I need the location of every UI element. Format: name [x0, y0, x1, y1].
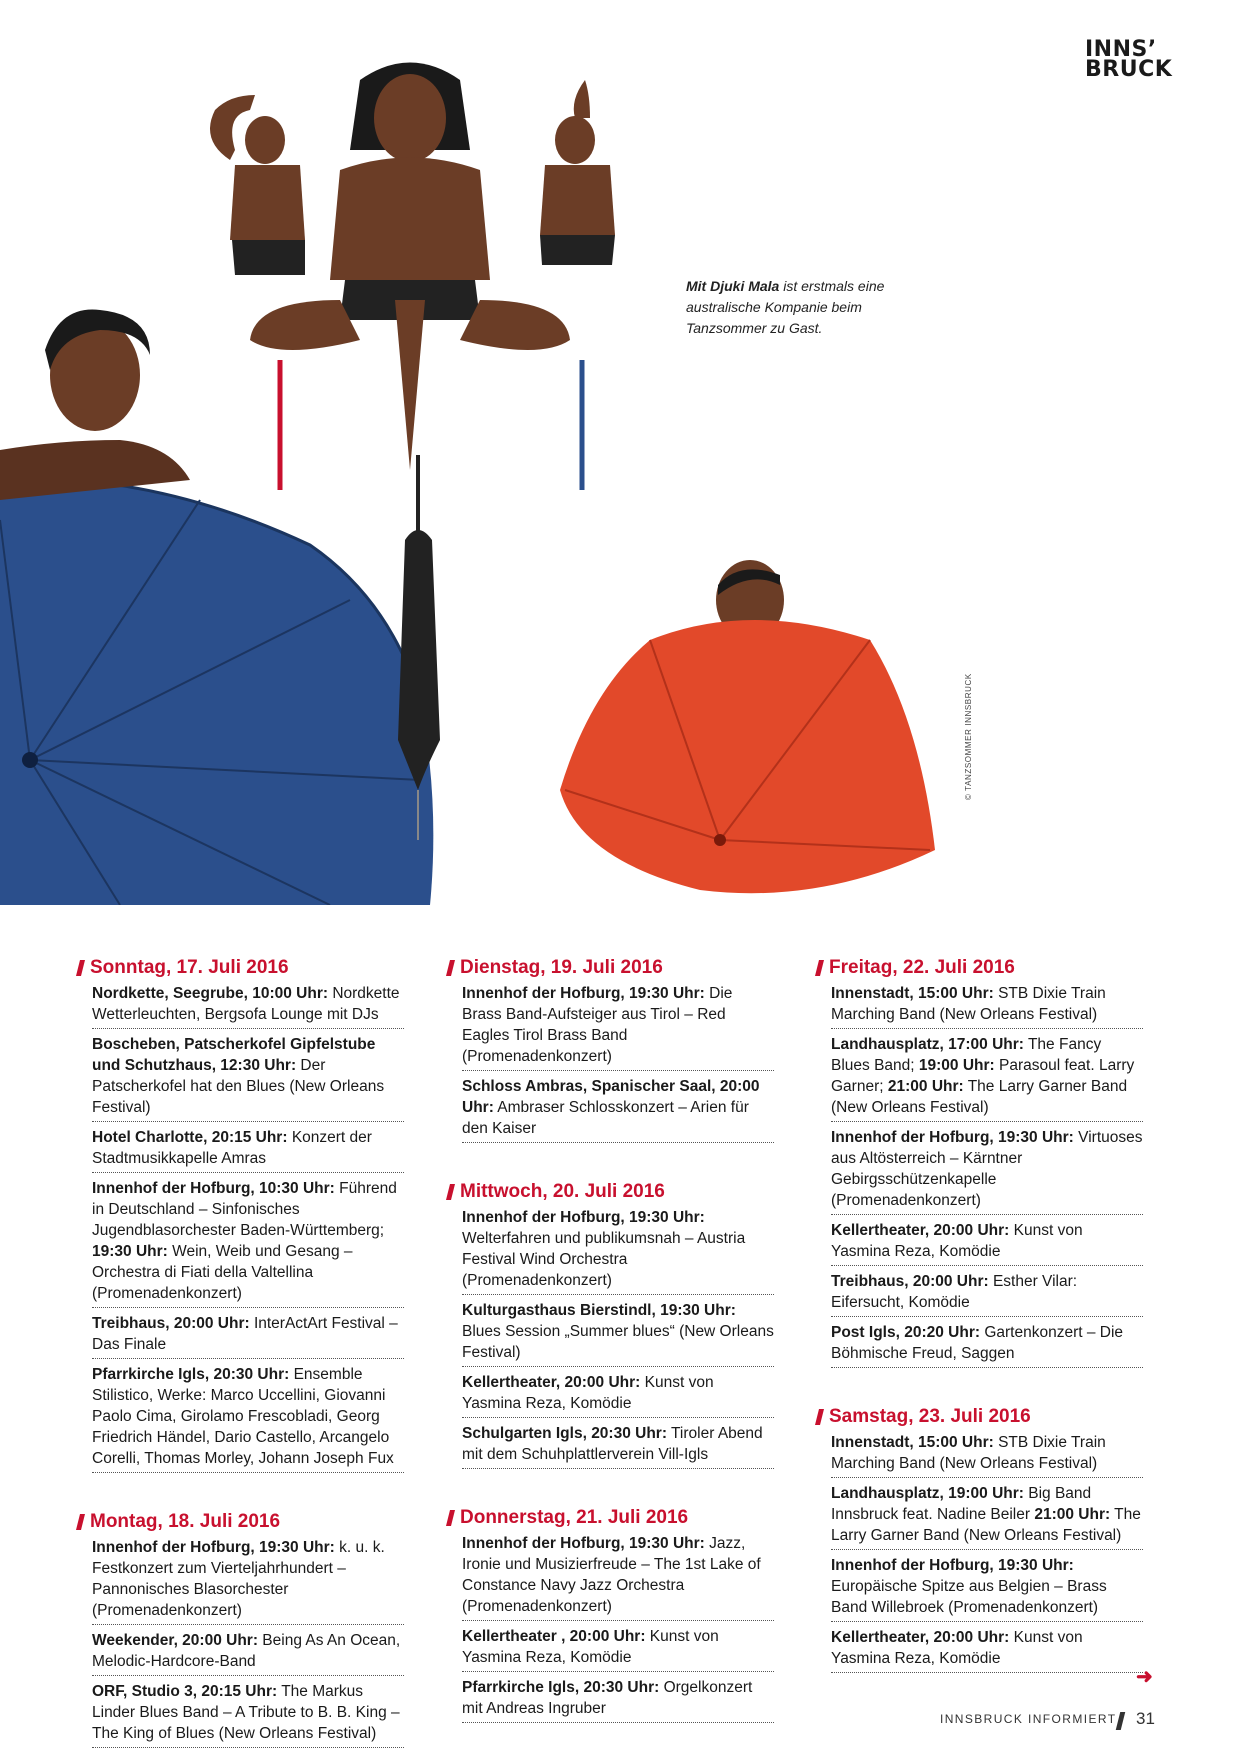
- heading-slash-icon: [815, 960, 824, 976]
- photo-caption: [686, 276, 916, 339]
- day-block: [446, 1179, 774, 1469]
- event-description: Virtuoses aus Altösterreich – Kärntner Gebirgsschützenkapelle (Promenadenkonzert): [831, 1129, 1143, 1209]
- logo-line-1: INNS’: [1085, 37, 1157, 62]
- event-location-time: Treibhaus, 20:00 Uhr:: [92, 1315, 250, 1332]
- event-location-time: Innenhof der Hofburg, 10:30 Uhr:: [92, 1180, 335, 1197]
- event-location-time: 21:00 Uhr:: [1030, 1506, 1111, 1523]
- event-location-time: Post Igls, 20:20 Uhr:: [831, 1324, 981, 1341]
- event-entry: [92, 1628, 404, 1676]
- program-column-1: [76, 955, 404, 1754]
- event-location-time: Kellertheater , 20:00 Uhr:: [462, 1628, 646, 1645]
- event-location-time: 19:00 Uhr:: [914, 1057, 995, 1074]
- day-block: [76, 1509, 404, 1748]
- event-description: Die Brass Band-Aufsteiger aus Tirol – Red Eagles Tirol Brass Band (Promenadenkonzert): [462, 985, 733, 1065]
- logo-line-2: BRUCK: [1085, 57, 1173, 82]
- event-description: Jazz, Ironie und Musizierfreude – The 1st Lake of Constance Navy Jazz Orchestra (Promenadenkonzert): [462, 1535, 761, 1615]
- event-description: Der Patscherkofel hat den Blues (New Orleans Festival): [92, 1057, 385, 1116]
- arrow-right-icon: ➜: [1136, 1666, 1153, 1688]
- day-title: Samstag, 23. Juli 2016: [829, 1406, 1031, 1427]
- day-heading: [446, 1179, 774, 1205]
- dancer-left: [0, 310, 190, 501]
- event-entry: [462, 1624, 774, 1672]
- event-location-time: Innenhof der Hofburg, 19:30 Uhr:: [462, 985, 705, 1002]
- day-block: [815, 955, 1143, 1368]
- event-description: Konzert der Stadtmusikkapelle Amras: [92, 1129, 372, 1167]
- event-location-time: Innenhof der Hofburg, 19:30 Uhr:: [831, 1129, 1074, 1146]
- event-entry: [462, 1370, 774, 1418]
- event-description: The Markus Linder Blues Band – A Tribute to B. B. King – The King of Blues (New Orleans Festival): [92, 1683, 400, 1742]
- event-description: Europäische Spitze aus Belgien – Brass Band Willebroek (Promenadenkonzert): [831, 1578, 1107, 1616]
- day-heading: [446, 1505, 774, 1531]
- event-entry: [92, 981, 404, 1029]
- day-title: Mittwoch, 20. Juli 2016: [460, 1181, 665, 1202]
- event-description: Welterfahren und publikumsnah – Austria Festival Wind Orchestra (Promenadenkonzert): [462, 1230, 746, 1289]
- event-location-time: Innenhof der Hofburg, 19:30 Uhr:: [462, 1209, 705, 1226]
- event-entry: [831, 1553, 1143, 1622]
- event-description: Blues Session „Summer blues“ (New Orleans Festival): [462, 1323, 774, 1361]
- heading-slash-icon: [815, 1409, 824, 1425]
- event-description: Parasoul feat. Larry Garner;: [831, 1057, 1135, 1095]
- footer-slash: [1116, 1712, 1125, 1730]
- event-description: Big Band Innsbruck feat. Nadine Beiler: [831, 1485, 1092, 1523]
- day-heading: [815, 955, 1143, 981]
- event-description: Ensemble Stilistico, Werke: Marco Uccellini, Giovanni Paolo Cima, Girolamo Frescobladi, Georg Friedrich Händel, Dario Castello, Arcangelo Corelli, Thomas Morley, Johann Joseph Fux: [92, 1366, 394, 1467]
- event-location-time: 21:00 Uhr:: [883, 1078, 964, 1095]
- event-location-time: Pfarrkirche Igls, 20:30 Uhr:: [462, 1679, 660, 1696]
- event-description: The Larry Garner Band (New Orleans Festival): [831, 1506, 1141, 1544]
- day-heading: [76, 1509, 404, 1535]
- page-number: 31: [1136, 1709, 1155, 1728]
- event-location-time: Innenhof der Hofburg, 19:30 Uhr:: [92, 1539, 335, 1556]
- day-spacer: [446, 1149, 774, 1179]
- day-block: [446, 955, 774, 1143]
- day-block: [76, 955, 404, 1473]
- event-description: Nordkette Wetterleuchten, Bergsofa Lounge mit DJs: [92, 985, 400, 1023]
- event-entry: [462, 1531, 774, 1621]
- event-location-time: Weekender, 20:00 Uhr:: [92, 1632, 258, 1649]
- day-title: Dienstag, 19. Juli 2016: [460, 957, 663, 978]
- dancer-upper-right: [540, 80, 615, 490]
- event-location-time: Schloss Ambras, Spanischer Saal, 20:00 Uhr:: [462, 1078, 760, 1116]
- program-column-3: [815, 955, 1143, 1679]
- event-location-time: Innenhof der Hofburg, 19:30 Uhr:: [462, 1535, 705, 1552]
- event-location-time: Hotel Charlotte, 20:15 Uhr:: [92, 1129, 288, 1146]
- day-block: [446, 1505, 774, 1723]
- event-description: Ambraser Schlosskonzert – Arien für den Kaiser: [462, 1099, 749, 1137]
- blue-umbrella: [0, 479, 433, 905]
- day-heading: [446, 955, 774, 981]
- heading-slash-icon: [446, 1510, 455, 1526]
- day-heading: [815, 1404, 1143, 1430]
- event-description: k. u. k. Festkonzert zum Vierteljahrhundert – Pannonisches Blasorchester (Promenadenkonzert): [92, 1539, 385, 1619]
- event-location-time: ORF, Studio 3, 20:15 Uhr:: [92, 1683, 278, 1700]
- caption-text: ist erstmals eine australische Kompanie beim Tanzsommer zu Gast.: [686, 278, 885, 336]
- event-entry: [831, 1481, 1143, 1550]
- event-location-time: Schulgarten Igls, 20:30 Uhr:: [462, 1425, 667, 1442]
- page-footer: [940, 1709, 1155, 1732]
- event-description: The Larry Garner Band (New Orleans Festival): [831, 1078, 1128, 1116]
- event-description: Orgelkonzert mit Andreas Ingruber: [462, 1679, 753, 1717]
- event-location-time: Boscheben, Patscherkofel Gipfelstube und Schutzhaus, 12:30 Uhr:: [92, 1036, 376, 1074]
- event-entry: [831, 1430, 1143, 1478]
- event-location-time: Kulturgasthaus Bierstindl, 19:30 Uhr:: [462, 1302, 736, 1319]
- event-description: STB Dixie Train Marching Band (New Orleans Festival): [831, 985, 1106, 1023]
- day-title: Sonntag, 17. Juli 2016: [90, 957, 289, 978]
- event-entry: [92, 1679, 404, 1748]
- event-entry: [831, 1320, 1143, 1368]
- event-description: Kunst von Yasmina Reza, Komödie: [462, 1374, 714, 1412]
- event-location-time: Landhausplatz, 17:00 Uhr:: [831, 1036, 1024, 1053]
- event-entry: [92, 1535, 404, 1625]
- heading-slash-icon: [76, 1514, 85, 1530]
- event-location-time: Pfarrkirche Igls, 20:30 Uhr:: [92, 1366, 290, 1383]
- event-description: InterActArt Festival – Das Finale: [92, 1315, 398, 1353]
- dancer-upper-left: [210, 95, 305, 490]
- event-description: Gartenkonzert – Die Böhmische Freud, Saggen: [831, 1324, 1124, 1362]
- event-entry: [831, 1032, 1143, 1122]
- day-spacer: [446, 1475, 774, 1505]
- day-title: Donnerstag, 21. Juli 2016: [460, 1507, 689, 1528]
- event-description: Wein, Weib und Gesang – Orchestra di Fiati della Valtellina (Promenadenkonzert): [92, 1243, 353, 1302]
- event-location-time: Kellertheater, 20:00 Uhr:: [831, 1222, 1010, 1239]
- event-entry: [92, 1362, 404, 1473]
- event-description: Esther Vilar: Eifersucht, Komödie: [831, 1273, 1078, 1311]
- orange-umbrella: [560, 560, 935, 893]
- event-location-time: Innenstadt, 15:00 Uhr:: [831, 985, 994, 1002]
- day-heading: [76, 955, 404, 981]
- event-description: Kunst von Yasmina Reza, Komödie: [831, 1629, 1083, 1667]
- event-description: Kunst von Yasmina Reza, Komödie: [831, 1222, 1083, 1260]
- event-description: Being As An Ocean, Melodic-Hardcore-Band: [92, 1632, 401, 1670]
- event-location-time: Innenstadt, 15:00 Uhr:: [831, 1434, 994, 1451]
- event-entry: [831, 981, 1143, 1029]
- day-title: Freitag, 22. Juli 2016: [829, 957, 1015, 978]
- event-entry: [831, 1269, 1143, 1317]
- event-location-time: Treibhaus, 20:00 Uhr:: [831, 1273, 989, 1290]
- event-description: Kunst von Yasmina Reza, Komödie: [462, 1628, 719, 1666]
- event-location-time: Innenhof der Hofburg, 19:30 Uhr:: [831, 1557, 1074, 1574]
- event-entry: [831, 1125, 1143, 1215]
- event-location-time: Nordkette, Seegrube, 10:00 Uhr:: [92, 985, 329, 1002]
- photo-credit: © TANZSOMMER INNSBRUCK: [964, 673, 973, 800]
- event-location-time: Kellertheater, 20:00 Uhr:: [462, 1374, 641, 1391]
- event-entry: [831, 1625, 1143, 1673]
- event-location-time: Landhausplatz, 19:00 Uhr:: [831, 1485, 1024, 1502]
- event-entry: [462, 1675, 774, 1723]
- publication-name: INNSBRUCK INFORMIERT: [940, 1712, 1117, 1726]
- event-entry: [462, 1205, 774, 1295]
- event-location-time: Kellertheater, 20:00 Uhr:: [831, 1629, 1010, 1646]
- event-entry: [462, 1298, 774, 1367]
- day-title: Montag, 18. Juli 2016: [90, 1511, 281, 1532]
- event-entry: [92, 1176, 404, 1308]
- event-location-time: 19:30 Uhr:: [92, 1243, 168, 1260]
- event-entry: [462, 981, 774, 1071]
- heading-slash-icon: [446, 960, 455, 976]
- program-column-2: [446, 955, 774, 1729]
- event-entry: [92, 1311, 404, 1359]
- event-entry: [462, 1421, 774, 1469]
- event-entry: [831, 1218, 1143, 1266]
- event-description: The Fancy Blues Band;: [831, 1036, 1102, 1074]
- day-block: [815, 1404, 1143, 1673]
- event-description: Tiroler Abend mit dem Schuhplattlerverein Vill-Igls: [462, 1425, 763, 1463]
- event-description: STB Dixie Train Marching Band (New Orleans Festival): [831, 1434, 1106, 1472]
- heading-slash-icon: [446, 1184, 455, 1200]
- event-entry: [462, 1074, 774, 1143]
- day-spacer: [76, 1479, 404, 1509]
- event-entry: [92, 1125, 404, 1173]
- day-spacer: [815, 1374, 1143, 1404]
- event-description: Führend in Deutschland – Sinfonisches Jugendblasorchester Baden-Württemberg;: [92, 1180, 397, 1239]
- event-entry: [92, 1032, 404, 1122]
- heading-slash-icon: [76, 960, 85, 976]
- caption-bold: Mit Djuki Mala: [686, 278, 780, 294]
- innsbruck-logo: [1085, 37, 1173, 82]
